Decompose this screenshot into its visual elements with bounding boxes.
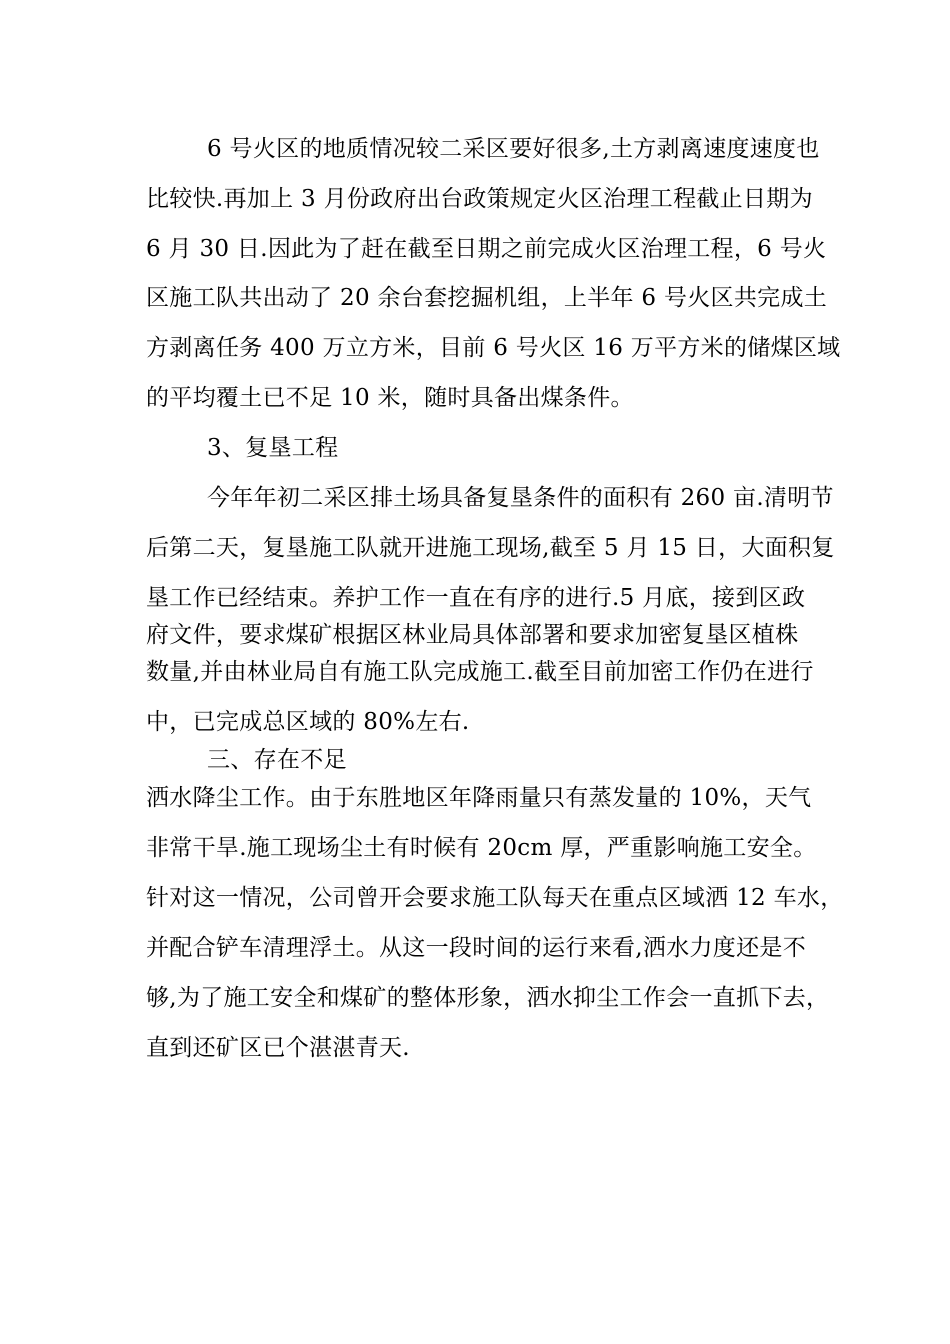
- paragraph-line: 6 月 30 日.因此为了赶在截至日期之前完成火区治理工程，6 号火: [146, 236, 827, 262]
- paragraph-line: 够,为了施工安全和煤矿的整体形象，洒水抑尘工作会一直抓下去，: [146, 985, 830, 1011]
- section-heading: 3、复垦工程: [207, 435, 339, 461]
- paragraph-line: 后第二天，复垦施工队就开进施工现场,截至 5 月 15 日，大面积复: [146, 535, 835, 561]
- paragraph-line: 数量,并由林业局自有施工队完成施工.截至目前加密工作仍在进行: [146, 659, 814, 685]
- paragraph-line: 的平均覆土已不足 10 米，随时具备出煤条件。: [146, 385, 634, 411]
- paragraph-line: 并配合铲车清理浮土。从这一段时间的运行来看,洒水力度还是不: [146, 935, 807, 961]
- section-heading: 三、存在不足: [207, 747, 347, 773]
- paragraph-line: 今年年初二采区排土场具备复垦条件的面积有 260 亩.清明节: [207, 485, 834, 511]
- paragraph-line: 针对这一情况，公司曾开会要求施工队每天在重点区域洒 12 车水，: [146, 885, 844, 911]
- paragraph-line: 比较快.再加上 3 月份政府出台政策规定火区治理工程截止日期为: [146, 186, 813, 212]
- paragraph-line: 区施工队共出动了 20 余台套挖掘机组，上半年 6 号火区共完成土: [146, 285, 828, 311]
- paragraph-line: 府文件，要求煤矿根据区林业局具体部署和要求加密复垦区植株: [146, 622, 799, 648]
- paragraph-line: 中，已完成总区域的 80%左右.: [146, 709, 470, 735]
- paragraph-line: 洒水降尘工作。由于东胜地区年降雨量只有蒸发量的 10%，天气: [146, 785, 812, 811]
- paragraph-line: 非常干旱.施工现场尘土有时候有 20cm 厚，严重影响施工安全。: [146, 835, 817, 861]
- paragraph-line: 垦工作已经结束。养护工作一直在有序的进行.5 月底，接到区政: [146, 585, 806, 611]
- paragraph-line: 直到还矿区已个湛湛青天.: [146, 1035, 410, 1061]
- paragraph-line: 6 号火区的地质情况较二采区要好很多,土方剥离速度速度也: [207, 136, 820, 162]
- paragraph-line: 方剥离任务 400 万立方米，目前 6 号火区 16 万平方米的储煤区域: [146, 335, 841, 361]
